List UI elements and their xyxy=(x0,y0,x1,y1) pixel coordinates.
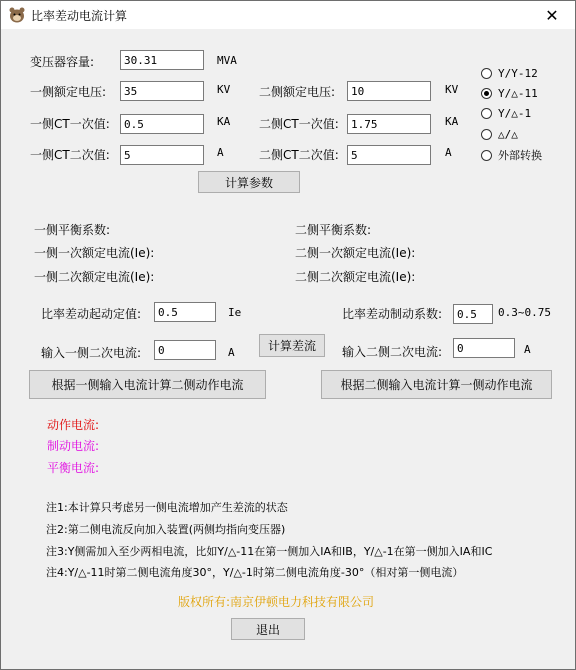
side1-voltage-input[interactable]: 35 xyxy=(120,81,204,101)
exit-button[interactable]: 退出 xyxy=(231,618,305,640)
note-3: 注3:Y侧需加入至少两相电流，比如Y/△-11在第一侧加入IA和IB，Y/△-1在第一侧加入IA和IC xyxy=(46,545,493,558)
side1-ct-primary-label: 一侧CT一次值: xyxy=(30,117,110,131)
restraint-current-label: 制动电流: xyxy=(47,439,100,453)
radio-button[interactable] xyxy=(481,129,492,140)
side1-ct-secondary-label: 一侧CT二次值: xyxy=(30,148,110,162)
side2-voltage-unit: KV xyxy=(445,83,459,96)
side1-voltage-unit: KV xyxy=(217,83,231,96)
side2-ct-primary-label: 二侧CT一次值: xyxy=(259,117,339,131)
side2-current-input[interactable]: 0 xyxy=(453,338,515,358)
restraint-coef-range: 0.3~0.75 xyxy=(498,306,551,319)
calc-params-button[interactable]: 计算参数 xyxy=(198,171,300,193)
operate-current-label: 动作电流: xyxy=(47,418,100,432)
radio-option-y-delta-1[interactable]: Y/△-1 xyxy=(481,105,531,121)
note-1: 注1:本计算只考虑另一侧电流增加产生差流的状态 xyxy=(46,501,288,514)
side2-secondary-rated-label: 二侧二次额定电流(Ie): xyxy=(295,270,416,284)
side1-current-unit: A xyxy=(228,346,235,359)
radio-option-y-y-12[interactable]: Y/Y-12 xyxy=(481,65,538,81)
side1-primary-rated-label: 一侧一次额定电流(Ie): xyxy=(34,246,155,260)
copyright-text: 版权所有:南京伊顿电力科技有限公司 xyxy=(178,595,375,609)
calc-diff-button[interactable]: 计算差流 xyxy=(259,334,325,357)
radio-option-y-delta-11[interactable]: Y/△-11 xyxy=(481,85,538,101)
side2-balance-label: 二侧平衡系数: xyxy=(295,223,372,237)
diff-start-label: 比率差动起动定值: xyxy=(41,307,142,321)
side2-voltage-label: 二侧额定电压: xyxy=(259,85,336,99)
side1-balance-label: 一侧平衡系数: xyxy=(34,223,111,237)
side2-primary-rated-label: 二侧一次额定电流(Ie): xyxy=(295,246,416,260)
note-4: 注4:Y/△-11时第二侧电流角度30°，Y/△-1时第二侧电流角度-30°（相对第一侧电流） xyxy=(46,566,464,579)
side2-ct-primary-unit: KA xyxy=(445,115,459,128)
side2-ct-secondary-input[interactable]: 5 xyxy=(347,145,431,165)
side1-ct-secondary-input[interactable]: 5 xyxy=(120,145,204,165)
close-button[interactable] xyxy=(529,1,575,29)
radio-button[interactable] xyxy=(481,150,492,161)
close-icon: ✕ xyxy=(545,5,559,25)
radio-button-checked[interactable] xyxy=(481,88,492,99)
title-bar xyxy=(1,1,575,29)
side2-ct-secondary-unit: A xyxy=(445,146,452,159)
restraint-coef-input[interactable]: 0.5 xyxy=(453,304,493,324)
note-2: 注2:第二侧电流反向加入装置(两侧均指向变压器) xyxy=(46,523,286,536)
side1-current-input[interactable]: 0 xyxy=(154,340,216,360)
transformer-capacity-unit: MVA xyxy=(217,54,237,67)
calc-by-side2-button[interactable]: 根据二侧输入电流计算一侧动作电流 xyxy=(321,370,552,399)
side2-input-label: 输入二侧二次电流: xyxy=(342,345,443,359)
transformer-capacity-label: 变压器容量: xyxy=(30,55,95,69)
radio-button[interactable] xyxy=(481,108,492,119)
side2-voltage-input[interactable]: 10 xyxy=(347,81,431,101)
radio-option-external[interactable]: 外部转换 xyxy=(481,147,542,163)
side1-input-label: 输入一侧二次电流: xyxy=(41,346,142,360)
radio-option-delta-delta[interactable]: △/△ xyxy=(481,126,518,142)
side1-ct-primary-unit: KA xyxy=(217,115,231,128)
restraint-coef-label: 比率差动制动系数: xyxy=(342,307,443,321)
side2-ct-primary-input[interactable]: 1.75 xyxy=(347,114,431,134)
side1-voltage-label: 一侧额定电压: xyxy=(30,85,107,99)
side1-ct-secondary-unit: A xyxy=(217,146,224,159)
side2-ct-secondary-label: 二侧CT二次值: xyxy=(259,148,339,162)
balance-current-label: 平衡电流: xyxy=(47,461,100,475)
app-icon xyxy=(8,6,26,24)
diff-start-unit: Ie xyxy=(228,306,242,319)
radio-button[interactable] xyxy=(481,68,492,79)
diff-start-input[interactable]: 0.5 xyxy=(154,302,216,322)
side1-secondary-rated-label: 一侧二次额定电流(Ie): xyxy=(34,270,155,284)
calc-by-side1-button[interactable]: 根据一侧输入电流计算二侧动作电流 xyxy=(29,370,266,399)
side1-ct-primary-input[interactable]: 0.5 xyxy=(120,114,204,134)
side2-current-unit: A xyxy=(524,343,531,356)
transformer-capacity-input[interactable]: 30.31 xyxy=(120,50,204,70)
window-title: 比率差动电流计算 xyxy=(31,9,128,23)
